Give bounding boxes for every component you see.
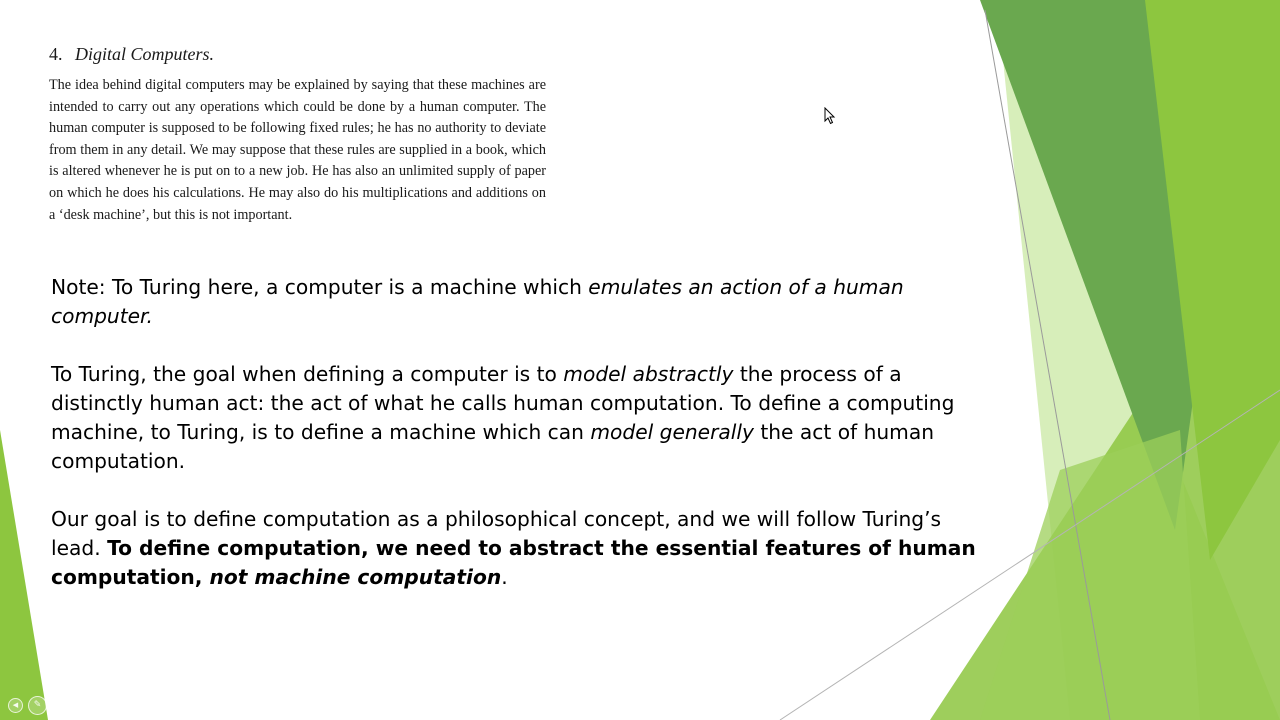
turing-excerpt [49,44,546,226]
note2-emphasis-b: model generally [590,420,754,444]
zoom-icon[interactable]: ☌ [76,696,95,715]
slideshow-toolbar [8,696,143,715]
slides-icon[interactable]: ▦ [52,696,71,715]
note-paragraph-1 [51,273,996,331]
note1-text: Note: To Turing here, a computer is a machine which [51,275,589,299]
excerpt-section-number: 4. [49,44,63,64]
note3-period: . [501,565,508,589]
note2-emphasis-a: model abstractly [563,362,734,386]
pen-icon[interactable]: ✎ [28,696,47,715]
excerpt-section-title: Digital Computers. [75,44,215,64]
note3-bold: To define computation, we need to abstract the essential features of human computation [51,536,976,589]
previous-icon[interactable]: ◀ [8,698,23,713]
note1-emphasis: emulates an action of a human computer. [51,275,904,328]
excerpt-paragraph: The idea behind digital computers may be explained by saying that these machines are intended to carry out any operations which could be done by a human computer. The human computer is supposed to be following fixed rules; he has no authority to deviate from them in any detail. We may suppose that these rules are supplied in a book, which is altered whenever he is put on to a new job. He has also an unlimited supply of paper on which he does his calculations. He may also do his multiplications and additions on a ‘desk machine’, but this is not important. [49,77,546,223]
note-paragraph-3 [51,505,996,592]
excerpt-heading [49,44,546,65]
note3-bold-italic: not machine computation [209,565,502,589]
subtitles-icon[interactable]: ▤ [100,696,119,715]
deco-mid-shard [980,430,1200,720]
note-paragraph-2 [51,360,996,476]
note2-text-c: the act of human computation. [51,420,934,473]
slide-notes [51,273,996,621]
mouse-cursor-icon [824,107,836,125]
more-icon[interactable]: ⋯ [124,696,143,715]
note2-text-b: the process of a distinctly human act: the act of what he calls human computation. To define a computing machine, to Turing, is to define a machine which can [51,362,955,444]
note3-text-a: Our goal is to define computation as a philosophical concept, and we will follow Turing’s lead. [51,507,942,560]
deco-left-triangle [0,430,48,720]
note2-text-a: To Turing, the goal when defining a computer is to [51,362,564,386]
note3-bold-comma: , [194,565,210,589]
